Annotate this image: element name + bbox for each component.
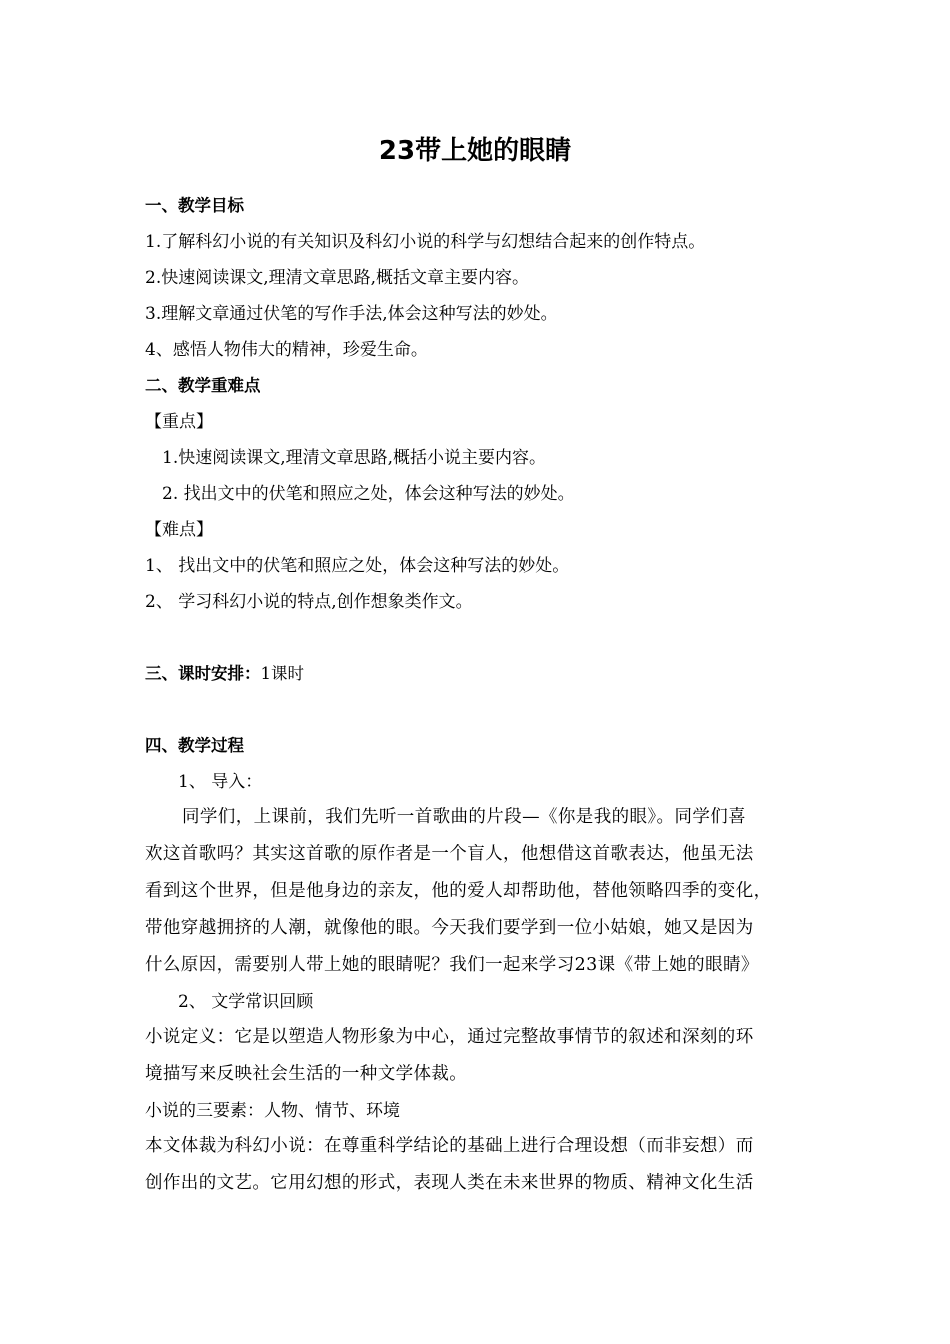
intro-paragraph-line-5: 什么原因，需要别人带上她的眼睛呢？我们一起来学习23课《带上她的眼睛》 [145, 955, 759, 975]
step-1-title: 1、 导入： [178, 772, 263, 792]
section-heading-schedule [145, 662, 304, 686]
difficult-point-item-1: 1、 找出文中的伏笔和照应之处，体会这种写法的妙处。 [145, 556, 570, 576]
section-heading-process: 四、教学过程 [145, 736, 244, 755]
schedule-value: 1课时 [260, 664, 304, 683]
intro-paragraph-line-1: 同学们，上课前，我们先听一首歌曲的片段—《你是我的眼》。同学们喜 [182, 807, 747, 827]
difficult-point-item-2: 2、 学习科幻小说的特点,创作想象类作文。 [145, 592, 473, 612]
objective-item-2: 2.快速阅读课文,理清文章思路,概括文章主要内容。 [145, 268, 530, 288]
step-2-title: 2、 文学常识回顾 [178, 992, 314, 1012]
document-title: 23带上她的眼睛 [378, 136, 572, 166]
key-point-item-2: 2. 找出文中的伏笔和照应之处，体会这种写法的妙处。 [162, 484, 575, 504]
objective-item-4: 4、感悟人物伟大的精神，珍爱生命。 [145, 340, 428, 360]
intro-paragraph-line-2: 欢这首歌吗？其实这首歌的原作者是一个盲人，他想借这首歌表达，他虽无法 [145, 844, 754, 864]
intro-paragraph-line-3: 看到这个世界，但是他身边的亲友，他的爱人却帮助他，替他领略四季的变化， [145, 881, 772, 901]
intro-paragraph-line-4: 带他穿越拥挤的人潮，就像他的眼。今天我们要学到一位小姑娘，她又是因为 [145, 918, 754, 938]
definition-line-2: 境描写来反映社会生活的一种文学体裁。 [145, 1064, 468, 1084]
objective-item-3: 3.理解文章通过伏笔的写作手法,体会这种写法的妙处。 [145, 304, 558, 324]
genre-line-2: 创作出的文艺。它用幻想的形式，表现人类在未来世界的物质、精神文化生活 [145, 1173, 754, 1193]
key-point-item-1: 1.快速阅读课文,理清文章思路,概括小说主要内容。 [162, 448, 547, 468]
definition-line-1: 小说定义：它是以塑造人物形象为中心，通过完整故事情节的叙述和深刻的环 [145, 1027, 754, 1047]
objective-item-1: 1.了解科幻小说的有关知识及科幻小说的科学与幻想结合起来的创作特点。 [145, 232, 706, 252]
section-heading-key-points: 二、教学重难点 [145, 376, 261, 395]
three-elements-line: 小说的三要素：人物、情节、环境 [145, 1101, 400, 1121]
key-points-label: 【重点】 [145, 412, 213, 432]
genre-line-1: 本文体裁为科幻小说：在尊重科学结论的基础上进行合理设想（而非妄想）而 [145, 1136, 754, 1156]
difficult-points-label: 【难点】 [145, 520, 213, 540]
section-heading-objectives: 一、教学目标 [145, 196, 244, 215]
schedule-label: 三、课时安排： [145, 664, 261, 683]
